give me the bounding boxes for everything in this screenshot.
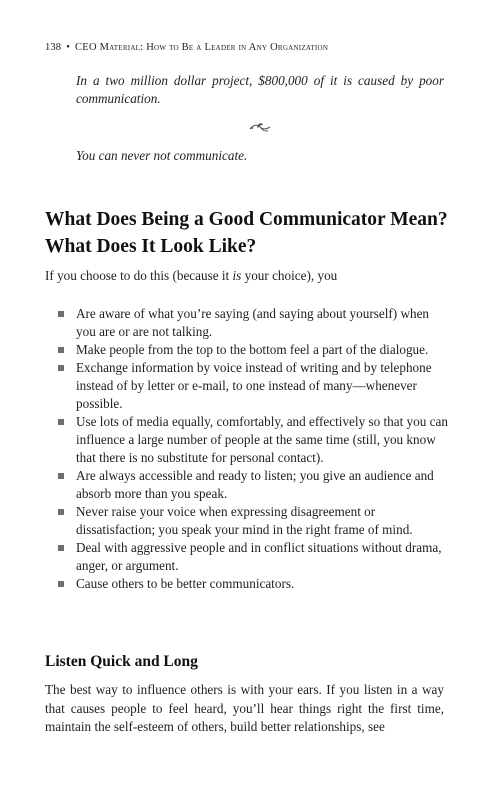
list-item-text: Exchange information by voice instead of writing and by telephone instead of by letter or e-mail, to one instead of many—whenever possible. xyxy=(76,360,432,411)
list-item-text: Make people from the top to the bottom feel a part of the dialogue. xyxy=(76,342,429,357)
list-item xyxy=(58,359,448,413)
square-bullet-icon xyxy=(58,419,64,425)
section-heading-line-2: What Does It Look Like? xyxy=(45,236,257,257)
list-item xyxy=(58,503,448,539)
list-item xyxy=(58,305,448,341)
list-item-text: Use lots of media equally, comfortably, and effectively so that you can influence a large number of people at the same time (still, you know that there is no substitute for personal contact). xyxy=(76,414,448,465)
square-bullet-icon xyxy=(58,311,64,317)
intro-emphasis: is xyxy=(232,268,242,283)
square-bullet-icon xyxy=(58,347,64,353)
square-bullet-icon xyxy=(58,473,64,479)
square-bullet-icon xyxy=(58,365,64,371)
quote-poor-communication: In a two million dollar project, $800,000 of it is caused by poor communication. xyxy=(76,73,444,106)
book-title: CEO Material: How to Be a Leader in Any Organization xyxy=(75,42,329,53)
list-item xyxy=(58,575,448,593)
section-heading-line-1: What Does Being a Good Communicator Mean? xyxy=(45,209,448,230)
intro-text-after: your choice), you xyxy=(241,268,338,283)
square-bullet-icon xyxy=(58,545,64,551)
body-paragraph: The best way to influence others is with your ears. If you listen in a way that causes people to feel heard, you’ll hear things right the first time, maintain the self-esteem of others, build better relationships, see xyxy=(45,682,444,734)
fleuron-ornament-icon xyxy=(249,121,271,133)
list-item xyxy=(58,539,448,575)
header-separator: • xyxy=(66,42,71,53)
quote-never-not-communicate: You can never not communicate. xyxy=(76,148,248,163)
intro-sentence xyxy=(45,267,445,285)
square-bullet-icon xyxy=(58,509,64,515)
list-item-text: Cause others to be better communicators. xyxy=(76,576,295,591)
subheading-listen: Listen Quick and Long xyxy=(45,653,198,670)
running-head xyxy=(45,42,445,53)
list-item-text: Never raise your voice when expressing disagreement or dissatisfaction; you speak your mind in the right frame of mind. xyxy=(76,504,413,537)
page-number: 138 xyxy=(45,42,62,53)
list-item-text: Are always accessible and ready to listen; you give an audience and absorb more than you speak. xyxy=(76,468,434,501)
intro-text-before: If you choose to do this (because it xyxy=(45,268,233,283)
list-item xyxy=(58,413,448,467)
square-bullet-icon xyxy=(58,581,64,587)
list-item xyxy=(58,467,448,503)
communicator-traits-list xyxy=(58,305,448,593)
section-heading xyxy=(45,206,455,260)
list-item-text: Deal with aggressive people and in conflict situations without drama, anger, or argument. xyxy=(76,540,442,573)
list-item-text: Are aware of what you’re saying (and saying about yourself) when you are or are not talking. xyxy=(76,306,430,339)
list-item xyxy=(58,341,448,359)
